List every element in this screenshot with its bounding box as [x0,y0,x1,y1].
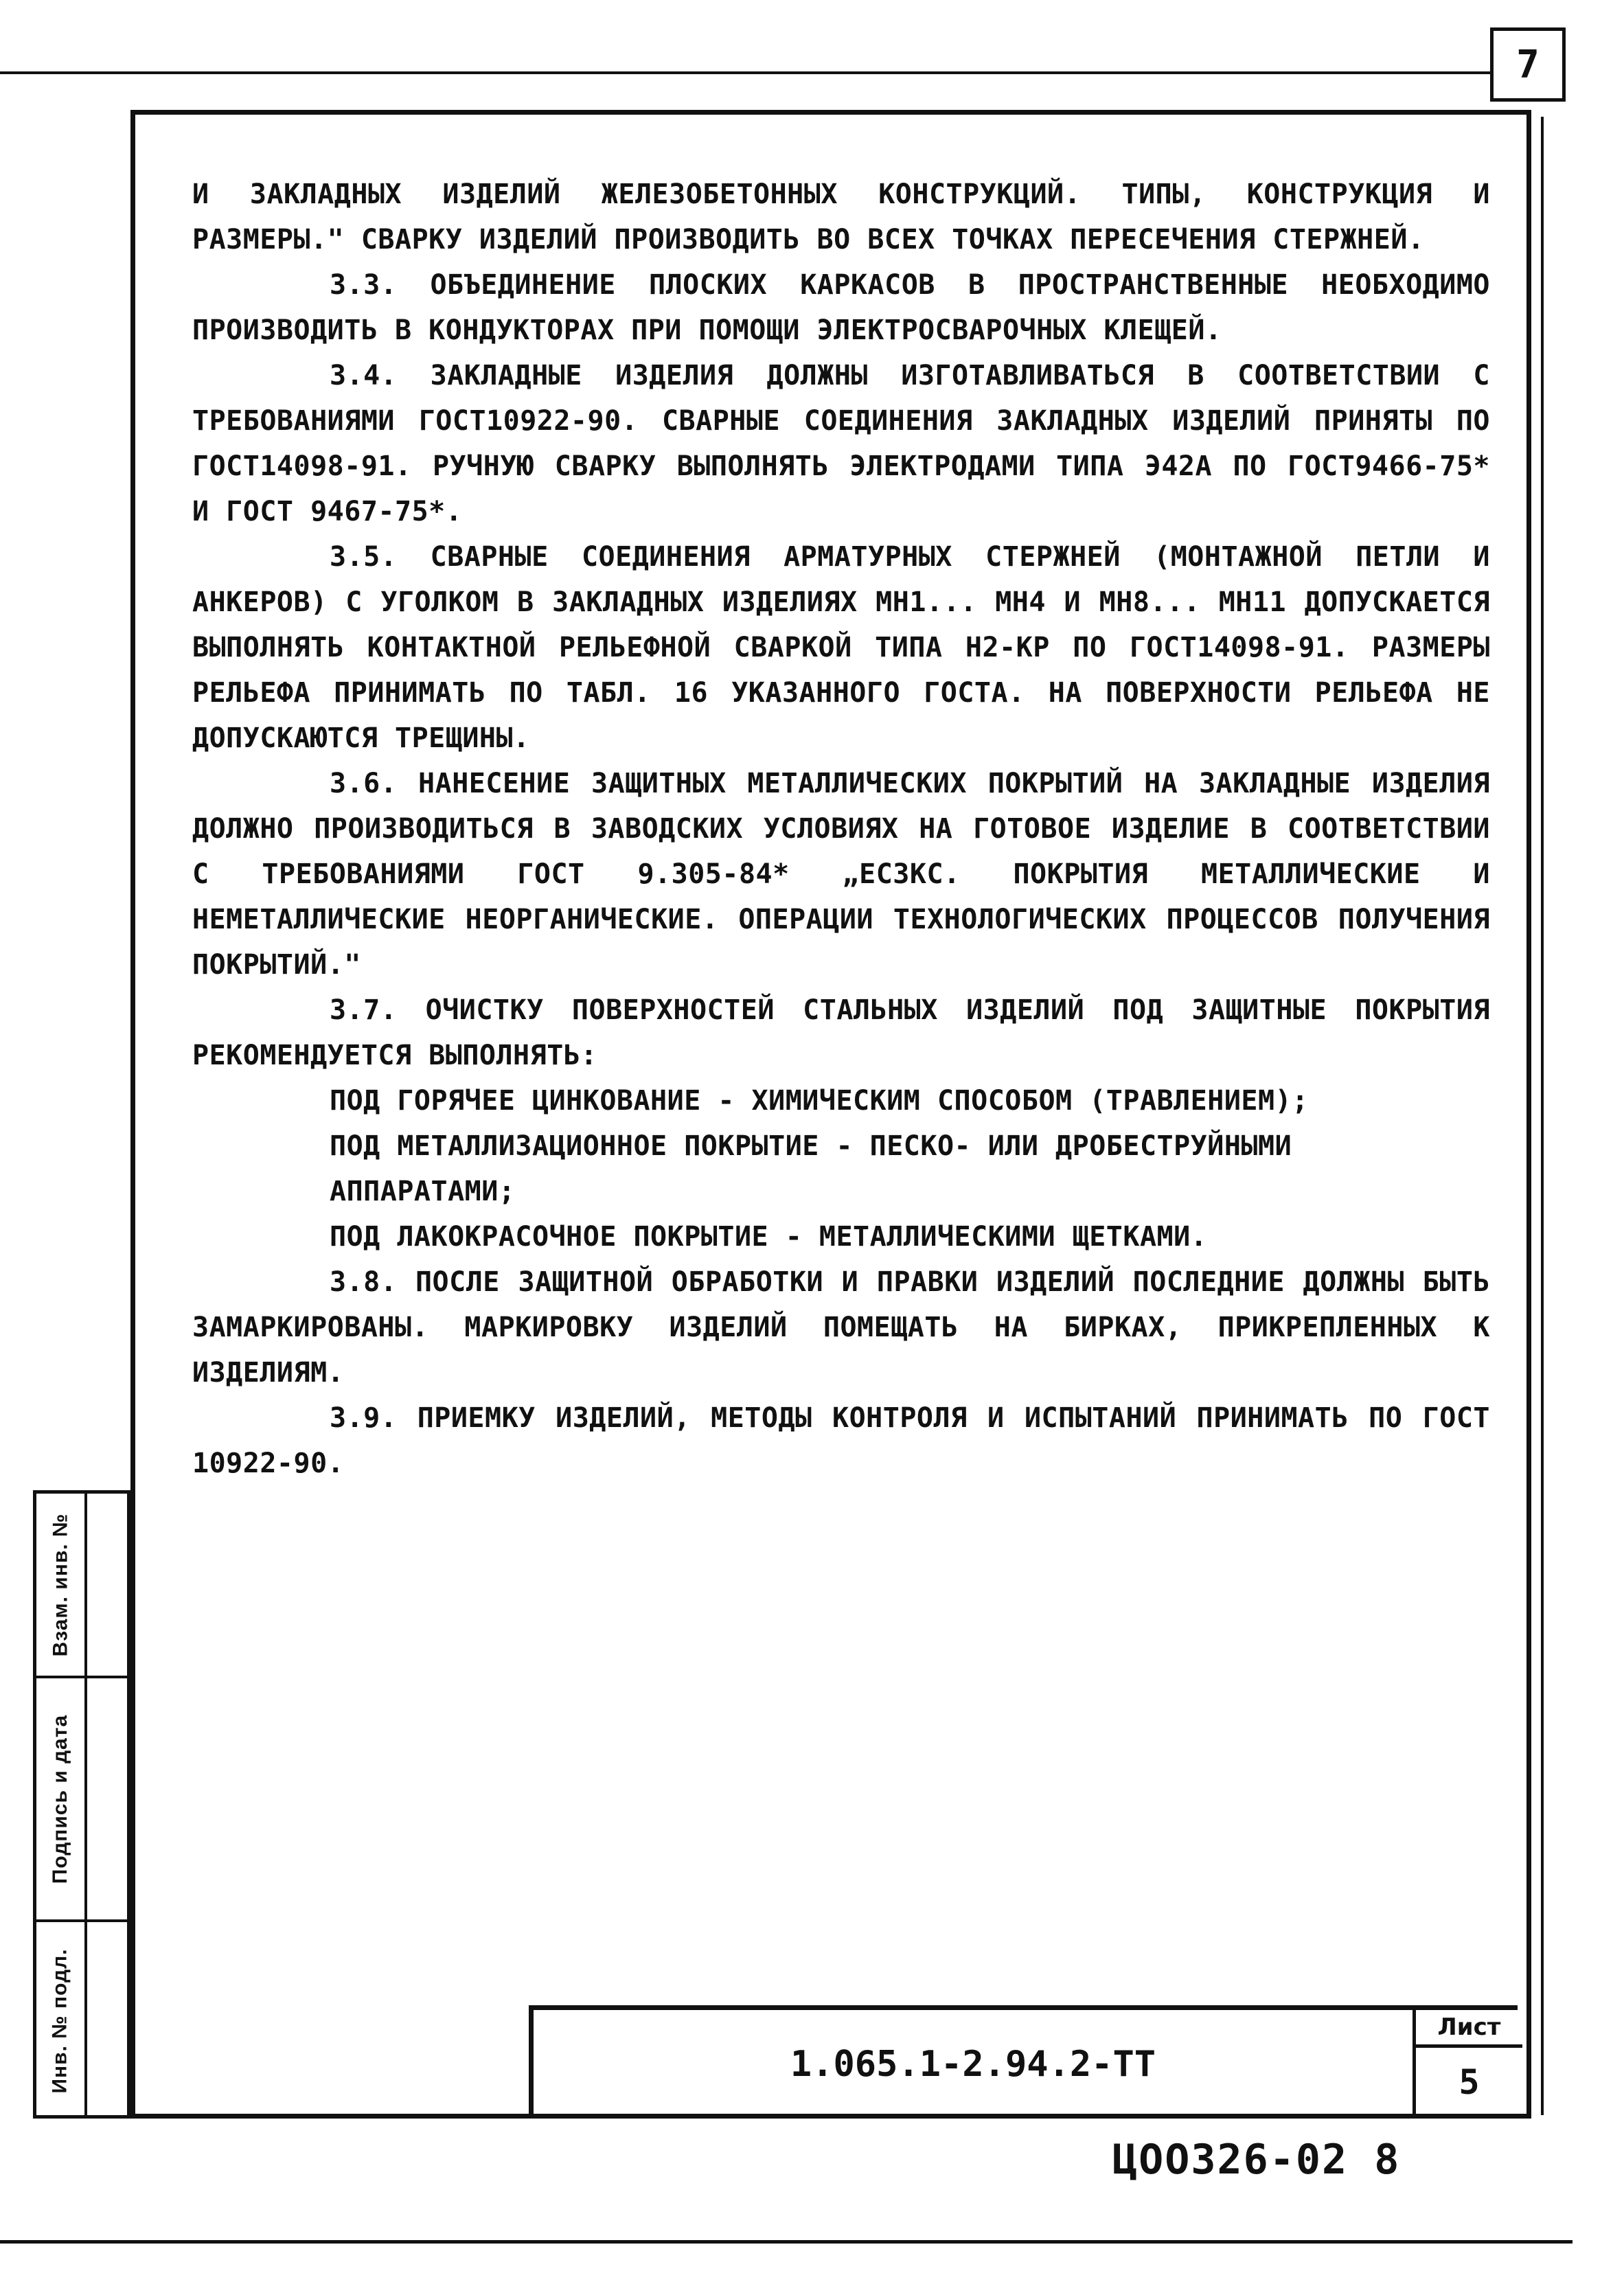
document-code: 1.065.1-2.94.2-ТТ [790,2044,1156,2085]
clause-3-7-item: ПОД ГОРЯЧЕЕ ЦИНКОВАНИЕ - ХИМИЧЕСКИМ СПОСОБОМ (ТРАВЛЕНИЕМ); [330,1085,1309,1117]
title-block [529,2005,1518,2119]
archive-number: ЦОО326-02 8 [1112,2136,1401,2184]
intro-paragraph: И ЗАКЛАДНЫХ ИЗДЕЛИЙ ЖЕЛЕЗОБЕТОННЫХ КОНСТРУКЦИЙ. ТИПЫ, КОНСТРУКЦИЯ И РАЗМЕРЫ." СВАРКУ ИЗДЕЛИЙ ПРОИЗВОДИТЬ ВО ВСЕХ ТОЧКАХ ПЕРЕСЕЧЕНИЯ СТЕРЖНЕЙ. [192,179,1490,255]
sheet-cell [1413,2010,1522,2119]
clause-3-9: 3.9. ПРИЕМКУ ИЗДЕЛИЙ, МЕТОДЫ КОНТРОЛЯ И ИСПЫТАНИЙ ПРИНИМАТЬ ПО ГОСТ 10922-90. [192,1402,1490,1479]
sheet-number: 5 [1459,2062,1480,2102]
stamp-label-signature-date: Подпись и дата [49,1714,72,1884]
page-number-box [1490,27,1566,102]
stamp-divider [84,1494,87,2115]
sheet-label: Лист [1416,2010,1522,2048]
stamp-label-replacement-inv: Взам. инв. № [49,1513,72,1656]
bottom-rule [0,2240,1572,2244]
stamp-label-original-inv: Инв. № подл. [49,1948,71,2094]
clause-3-3: 3.3. ОБЪЕДИНЕНИЕ ПЛОСКИХ КАРКАСОВ В ПРОСТРАНСТВЕННЫЕ НЕОБХОДИМО ПРОИЗВОДИТЬ В КОНДУКТОРАХ ПРИ ПОМОЩИ ЭЛЕКТРОСВАРОЧНЫХ КЛЕЩЕЙ. [192,269,1490,346]
clause-3-7-item: ПОД ЛАКОКРАСОЧНОЕ ПОКРЫТИЕ - МЕТАЛЛИЧЕСКИМИ ЩЕТКАМИ. [330,1221,1208,1253]
page-number: 7 [1516,42,1540,87]
clause-3-8: 3.8. ПОСЛЕ ЗАЩИТНОЙ ОБРАБОТКИ И ПРАВКИ ИЗДЕЛИЙ ПОСЛЕДНИЕ ДОЛЖНЫ БЫТЬ ЗАМАРКИРОВАНЫ. МАРКИРОВКУ ИЗДЕЛИЙ ПОМЕЩАТЬ НА БИРКАХ, ПРИКРЕПЛЕННЫХ К ИЗДЕЛИЯМ. [192,1266,1490,1389]
stamp-row-divider [36,1919,127,1922]
clause-3-6: 3.6. НАНЕСЕНИЕ ЗАЩИТНЫХ МЕТАЛЛИЧЕСКИХ ПОКРЫТИЙ НА ЗАКЛАДНЫЕ ИЗДЕЛИЯ ДОЛЖНО ПРОИЗВОДИТЬСЯ В ЗАВОДСКИХ УСЛОВИЯХ НА ГОТОВОЕ ИЗДЕЛИЕ В СООТВЕТСТВИИ С ТРЕБОВАНИЯМИ ГОСТ 9.305-84* „ЕСЗКС. ПОКРЫТИЯ МЕТАЛЛИЧЕСКИЕ И НЕМЕТАЛЛИЧЕСКИЕ НЕОРГАНИЧЕСКИЕ. ОПЕРАЦИИ ТЕХНОЛОГИЧЕСКИХ ПРОЦЕССОВ ПОЛУЧЕНИЯ ПОКРЫТИЙ." [192,768,1490,981]
document-body [192,172,1490,1486]
top-rule [0,71,1490,74]
frame-right-line [1541,117,1544,2115]
clause-3-7: 3.7. ОЧИСТКУ ПОВЕРХНОСТЕЙ СТАЛЬНЫХ ИЗДЕЛИЙ ПОД ЗАЩИТНЫЕ ПОКРЫТИЯ РЕКОМЕНДУЕТСЯ ВЫПОЛНЯТЬ: [192,994,1490,1071]
clause-3-5: 3.5. СВАРНЫЕ СОЕДИНЕНИЯ АРМАТУРНЫХ СТЕРЖНЕЙ (МОНТАЖНОЙ ПЕТЛИ И АНКЕРОВ) С УГОЛКОМ В ЗАКЛАДНЫХ ИЗДЕЛИЯХ МН1... МН4 И МН8... МН11 ДОПУСКАЕТСЯ ВЫПОЛНЯТЬ КОНТАКТНОЙ РЕЛЬЕФНОЙ СВАРКОЙ ТИПА Н2-КР ПО ГОСТ14098-91. РАЗМЕРЫ РЕЛЬЕФА ПРИНИМАТЬ ПО ТАБЛ. 16 УКАЗАННОГО ГОСТА. НА ПОВЕРХНОСТИ РЕЛЬЕФА НЕ ДОПУСКАЮТСЯ ТРЕЩИНЫ. [192,541,1490,754]
margin-stamp-table [33,1490,130,2119]
clause-3-4: 3.4. ЗАКЛАДНЫЕ ИЗДЕЛИЯ ДОЛЖНЫ ИЗГОТАВЛИВАТЬСЯ В СООТВЕТСТВИИ С ТРЕБОВАНИЯМИ ГОСТ10922-90. СВАРНЫЕ СОЕДИНЕНИЯ ЗАКЛАДНЫХ ИЗДЕЛИЙ ПРИНЯТЫ ПО ГОСТ14098-91. РУЧНУЮ СВАРКУ ВЫПОЛНЯТЬ ЭЛЕКТРОДАМИ ТИПА Э42А ПО ГОСТ9466-75* И ГОСТ 9467-75*. [192,360,1490,527]
stamp-row-divider [36,1676,127,1678]
clause-3-7-item: ПОД МЕТАЛЛИЗАЦИОННОЕ ПОКРЫТИЕ - ПЕСКО- ИЛИ ДРОБЕСТРУЙНЫМИ АППАРАТАМИ; [330,1130,1292,1207]
